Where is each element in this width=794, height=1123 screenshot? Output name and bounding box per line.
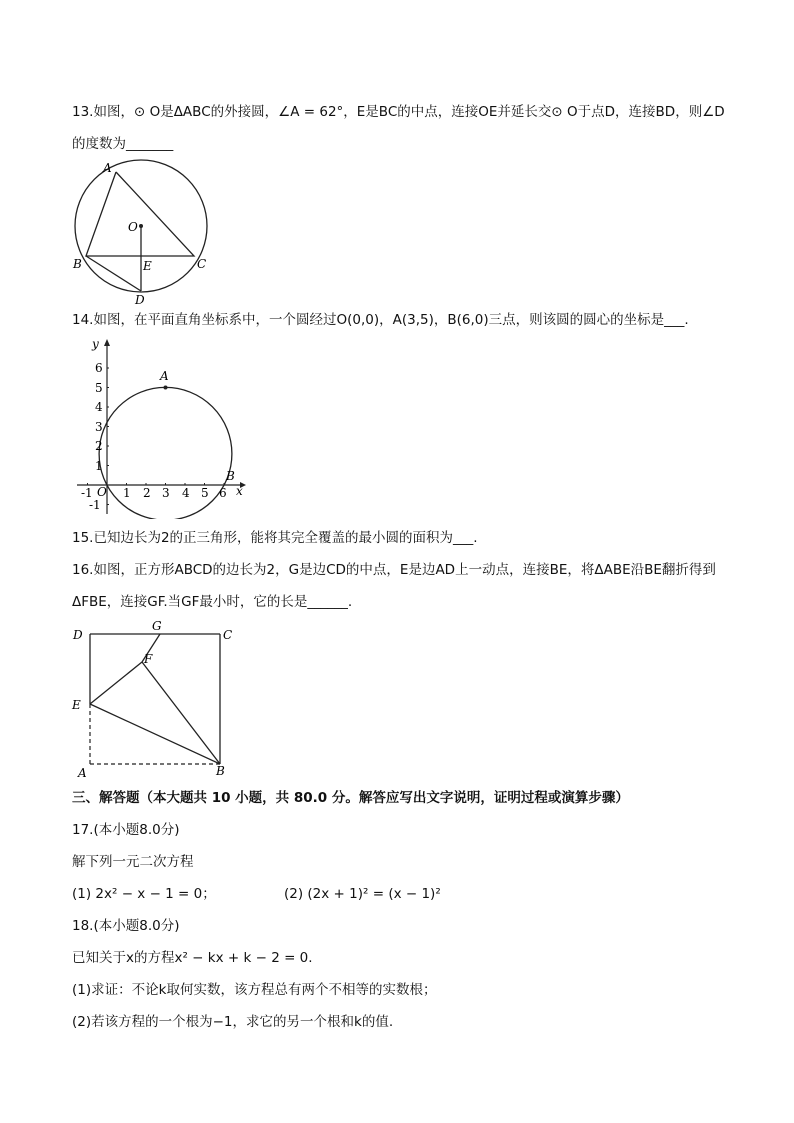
q18-header: 18.(本小题8.0分): [72, 918, 180, 934]
q18-part2: (2)若该方程的一个根为−1，求它的另一个根和k的值.: [72, 1014, 394, 1030]
q13-label-a: A: [103, 161, 112, 175]
q14-y-tick: 3: [95, 420, 103, 434]
q17-part1: (1) 2x² − x − 1 = 0；: [72, 886, 216, 902]
q16-text-line2: ΔFBE，连接GF.当GF最小时，它的长是______.: [72, 594, 353, 610]
q14-x-tick: 6: [219, 486, 227, 500]
q14-origin-label: O: [97, 485, 107, 499]
q13-circle-figure: [70, 158, 220, 308]
q16-label-f: F: [144, 652, 153, 666]
q14-x-tick: 4: [182, 486, 190, 500]
q14-x-tick: 3: [162, 486, 170, 500]
q13-text-line1: 13.如图，⊙ O是ΔABC的外接圆，∠A = 62°，E是BC的中点，连接OE并延长交⊙ O于点D，连接BD，则∠D: [72, 104, 725, 120]
q13-label-d: D: [135, 293, 145, 307]
q18-part1: (1)求证：不论k取何实数，该方程总有两个不相等的实数根；: [72, 982, 437, 998]
q16-label-g: G: [152, 619, 162, 633]
q14-y-tick: 4: [95, 400, 103, 414]
q16-label-c: C: [223, 628, 233, 642]
q17-part2: (2) (2x + 1)² = (x − 1)²: [284, 886, 441, 902]
q13-label-o: O: [128, 220, 138, 234]
q13-label-c: C: [197, 257, 207, 271]
q14-x-axis-label: x: [236, 484, 243, 498]
q14-x-tick: -1: [81, 486, 93, 500]
q16-label-e: E: [72, 698, 81, 712]
q15-text-line1: 15.已知边长为2的正三角形，能将其完全覆盖的最小圆的面积为___.: [72, 530, 478, 546]
q16-square-figure: [70, 618, 240, 783]
q14-point-a-label: A: [160, 369, 169, 383]
q18-prompt: 已知关于x的方程x² − kx + k − 2 = 0.: [72, 950, 313, 966]
q14-text-line1: 14.如图，在平面直角坐标系中，一个圆经过O(0,0)，A(3,5)，B(6,0)三点，则该圆的圆心的坐标是___.: [72, 312, 689, 328]
q14-y-tick: -1: [89, 498, 101, 512]
q14-x-tick: 5: [201, 486, 209, 500]
q13-text-line2: 的度数为_______: [72, 136, 174, 152]
q14-x-tick: 1: [123, 486, 131, 500]
q16-label-b: B: [216, 764, 225, 778]
q17-header: 17.(本小题8.0分): [72, 822, 180, 838]
q14-x-tick: 2: [143, 486, 151, 500]
q14-y-tick: 5: [95, 381, 103, 395]
q14-point-b-label: B: [226, 469, 235, 483]
q14-y-tick: 1: [95, 459, 103, 473]
q14-y-tick: 6: [95, 361, 103, 375]
section3-title: 三、解答题（本大题共 10 小题，共 80.0 分。解答应写出文字说明，证明过程或演算步骤）: [72, 790, 629, 806]
q13-label-b: B: [73, 257, 82, 271]
q16-label-d: D: [73, 628, 83, 642]
q16-label-a: A: [78, 766, 87, 780]
q16-text-line1: 16.如图，正方形ABCD的边长为2，G是边CD的中点，E是边AD上一动点，连接BE，将ΔABE沿BE翻折得到: [72, 562, 716, 578]
q14-y-axis-label: y: [92, 337, 99, 351]
q17-prompt: 解下列一元二次方程: [72, 854, 194, 870]
q14-y-tick: 2: [95, 439, 103, 453]
q14-coordinate-figure: [72, 334, 252, 519]
q13-label-e: E: [143, 259, 152, 273]
